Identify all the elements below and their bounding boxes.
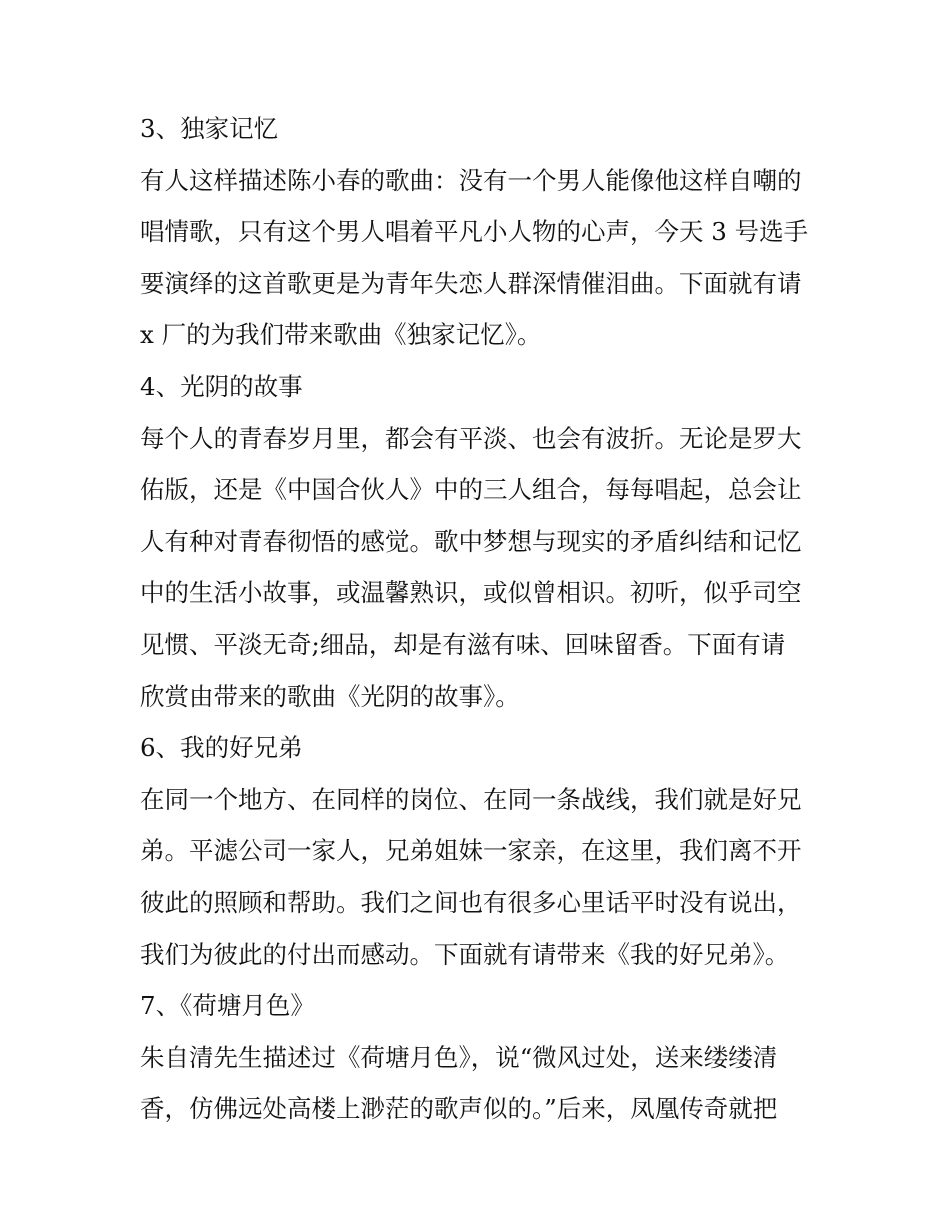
paragraph-line: 欣赏由带来的歌曲《光阴的故事》。 [140, 681, 520, 711]
paragraph-line: 唱情歌，只有这个男人唱着平凡小人物的心声，今天 3 号选手 [140, 217, 809, 247]
section-heading-6: 6、我的好兄弟 [140, 733, 303, 763]
paragraph-line: 见惯、平淡无奇;细品，却是有滋有味、回味留香。下面有请 [140, 629, 786, 659]
paragraph-line: 香，仿佛远处高楼上渺茫的歌声似的。”后来，凤凰传奇就把 [140, 1094, 778, 1124]
paragraph-line: 人有种对青春彻悟的感觉。歌中梦想与现实的矛盾纠结和记忆 [140, 526, 802, 556]
paragraph-line: 有人这样描述陈小春的歌曲：没有一个男人能像他这样自嘲的 [140, 165, 802, 195]
paragraph-line: 中的生活小故事，或温馨熟识，或似曾相识。初听，似乎司空 [140, 578, 802, 608]
paragraph-line: 彼此的照顾和帮助。我们之间也有很多心里话平时没有说出， [140, 887, 802, 917]
section-heading-3: 3、独家记忆 [140, 114, 279, 143]
paragraph-line: 佑版，还是《中国合伙人》中的三人组合，每每唱起，总会让 [140, 475, 802, 505]
paragraph-line: 要演绎的这首歌更是为青年失恋人群深情催泪曲。下面就有请 [140, 268, 802, 298]
paragraph-line: x 厂的为我们带来歌曲《独家记忆》。 [140, 320, 542, 350]
paragraph-line: 弟。平滤公司一家人，兄弟姐妹一家亲，在这里，我们离不开 [140, 836, 802, 866]
section-heading-4: 4、光阴的故事 [140, 371, 303, 401]
document-body [140, 103, 820, 1135]
paragraph-line: 每个人的青春岁月里，都会有平淡、也会有波折。无论是罗大 [140, 423, 802, 453]
paragraph-line: 我们为彼此的付出而感动。下面就有请带来《我的好兄弟》。 [140, 939, 790, 969]
section-heading-7: 7、《荷塘月色》 [140, 991, 315, 1021]
paragraph-line: 在同一个地方、在同样的岗位、在同一条战线，我们就是好兄 [140, 784, 802, 814]
paragraph-line: 朱自清先生描述过《荷塘月色》，说“微风过处，送来缕缕清 [140, 1042, 778, 1072]
